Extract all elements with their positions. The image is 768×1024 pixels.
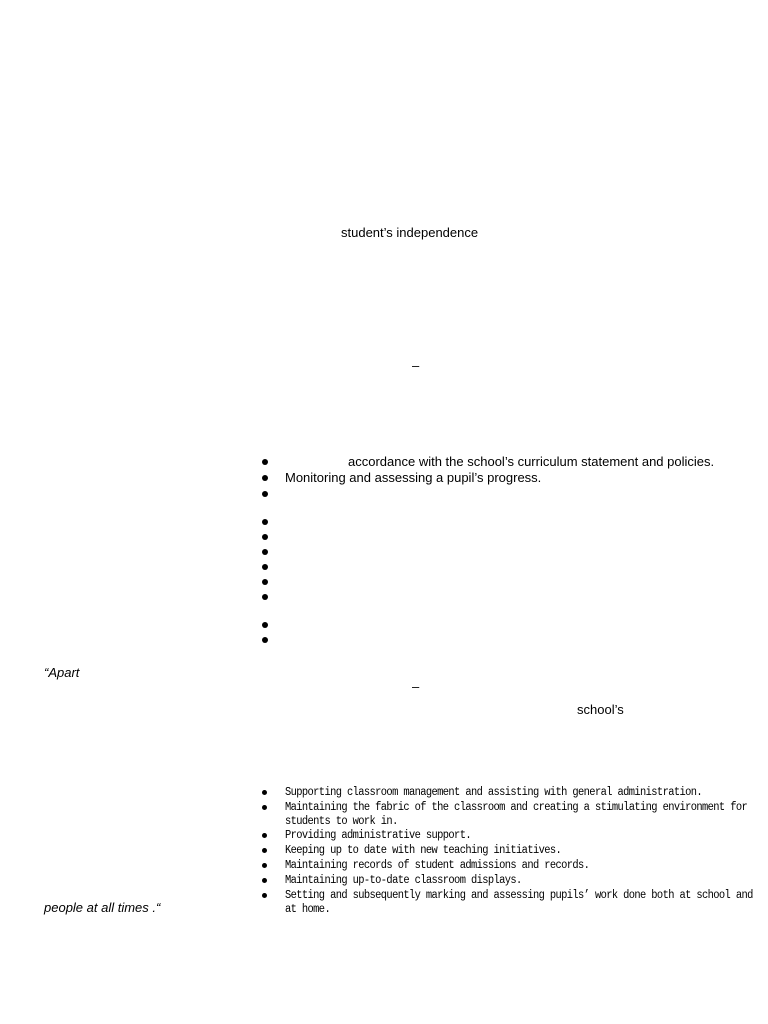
bullet-dot — [262, 622, 268, 628]
dash-mark: – — [412, 358, 420, 373]
quote-closing: people at all times .“ — [44, 900, 161, 915]
bullet-dot — [262, 549, 268, 555]
bullet-dot — [262, 475, 268, 481]
dash-mark: – — [412, 679, 420, 694]
list-item-text: accordance with the school’s curriculum statement and policies. — [348, 454, 715, 469]
bullet-dot — [262, 863, 267, 868]
bullet-dot — [262, 459, 268, 465]
list-item-line: at home. — [285, 903, 331, 917]
bullet-dot — [262, 790, 267, 795]
bullet-dot — [262, 878, 267, 883]
list-item-line: Supporting classroom management and assisting with general administration. — [285, 786, 703, 800]
bullet-dot — [262, 519, 268, 525]
list-item-line: Providing administrative support. — [285, 829, 471, 843]
bullet-dot — [262, 893, 267, 898]
bullet-dot — [262, 534, 268, 540]
quote-opening: “Apart — [44, 665, 80, 680]
list-item-line: Maintaining the fabric of the classroom and creating a stimulating environment for — [285, 801, 748, 815]
bullet-dot — [262, 579, 268, 585]
list-item-line: Maintaining records of student admissions and records. — [285, 859, 590, 873]
schools-fragment: school’s — [577, 702, 624, 717]
list-item-line: Setting and subsequently marking and assessing pupils’ work done both at school and — [285, 889, 753, 903]
bullet-dot — [262, 637, 268, 643]
list-item-line: students to work in. — [285, 815, 398, 829]
bullet-dot — [262, 833, 267, 838]
bullet-dot — [262, 848, 267, 853]
list-item-line: Maintaining up-to-date classroom displays. — [285, 874, 522, 888]
list-item-line: Keeping up to date with new teaching initiatives. — [285, 844, 562, 858]
heading-fragment: student’s independence — [341, 225, 479, 240]
bullet-dot — [262, 594, 268, 600]
bullet-dot — [262, 491, 268, 497]
bullet-dot — [262, 805, 267, 810]
list-item-text: Monitoring and assessing a pupil’s progress. — [285, 470, 542, 485]
bullet-dot — [262, 564, 268, 570]
